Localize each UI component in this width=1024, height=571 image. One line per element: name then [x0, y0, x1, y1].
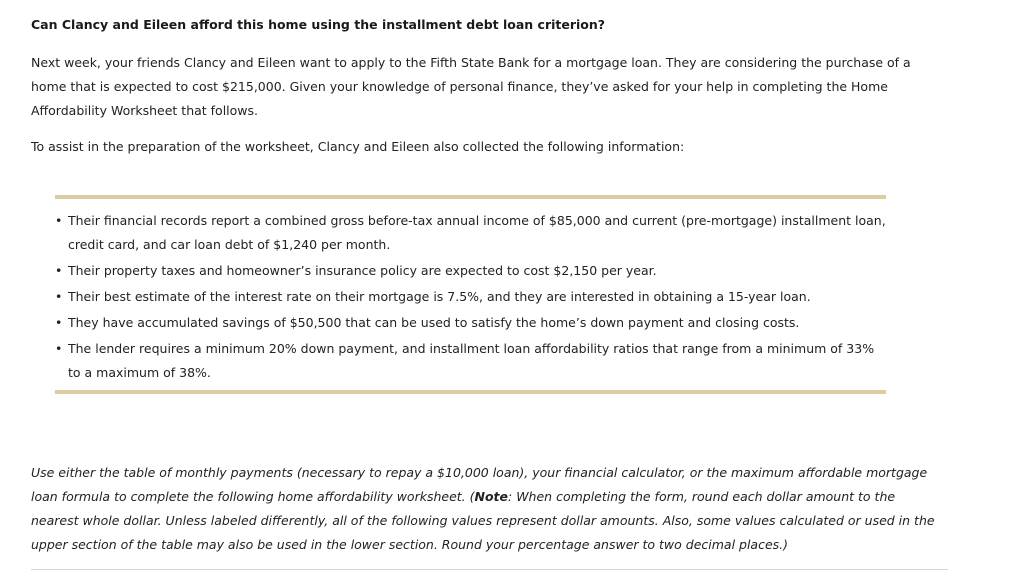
list-item-text: Their best estimate of the interest rate on their mortgage is 7.5%, and they are interested in obtaining a 15-year loan. — [68, 289, 811, 304]
bullet-icon: • — [55, 341, 63, 356]
intro-paragraph: Next week, your friends Clancy and Eileen want to apply to the Fifth State Bank for a mortgage loan. They are considering the purchase of a home that is expected to cost $215,000. Given your knowledge of personal finance, they’ve asked for your help in completing the Home Affordability Worksheet that follows. — [31, 55, 911, 118]
section-divider — [31, 569, 948, 570]
bullet-icon: • — [55, 315, 63, 330]
list-item — [55, 209, 886, 257]
bullet-icon: • — [55, 213, 63, 228]
question-title: Can Clancy and Eileen afford this home using the installment debt loan criterion? — [31, 17, 606, 32]
instructions-paragraph — [31, 461, 946, 557]
list-item — [55, 311, 886, 335]
bullet-icon: • — [55, 263, 63, 278]
info-list — [55, 209, 886, 387]
list-item-text: They have accumulated savings of $50,500 that can be used to satisfy the home’s down payment and closing costs. — [68, 315, 800, 330]
note-label: Note — [474, 489, 509, 504]
instructions-text-end: : When completing the form, round each dollar amount to the nearest whole dollar. Unless labeled differently, all of the following values represent dollar amounts. Also, some values calculated or used in the upper section of the table may also be used in the lower section. Round your percentage answer to two decimal places.) — [31, 489, 935, 552]
list-item-text: Their financial records report a combined gross before-tax annual income of $85,000 and current (pre-mortgage) installment loan, credit card, and car loan debt of $1,240 per month. — [68, 213, 886, 252]
instructions-text-start: Use either the table of monthly payments (necessary to repay a $10,000 loan), your financial calculator, or the maximum affordable mortgage loan formula to complete the following home affordability worksheet. ( — [31, 465, 928, 504]
bullet-icon: • — [55, 289, 63, 304]
list-item — [55, 285, 886, 309]
list-item — [55, 259, 886, 283]
info-box — [55, 195, 886, 394]
list-item-text: The lender requires a minimum 20% down payment, and installment loan affordability ratios that range from a minimum of 33% to a maximum of 38%. — [68, 341, 875, 380]
list-item — [55, 337, 886, 385]
list-item-text: Their property taxes and homeowner’s insurance policy are expected to cost $2,150 per year. — [68, 263, 657, 278]
assist-paragraph: To assist in the preparation of the worksheet, Clancy and Eileen also collected the following information: — [31, 139, 685, 154]
